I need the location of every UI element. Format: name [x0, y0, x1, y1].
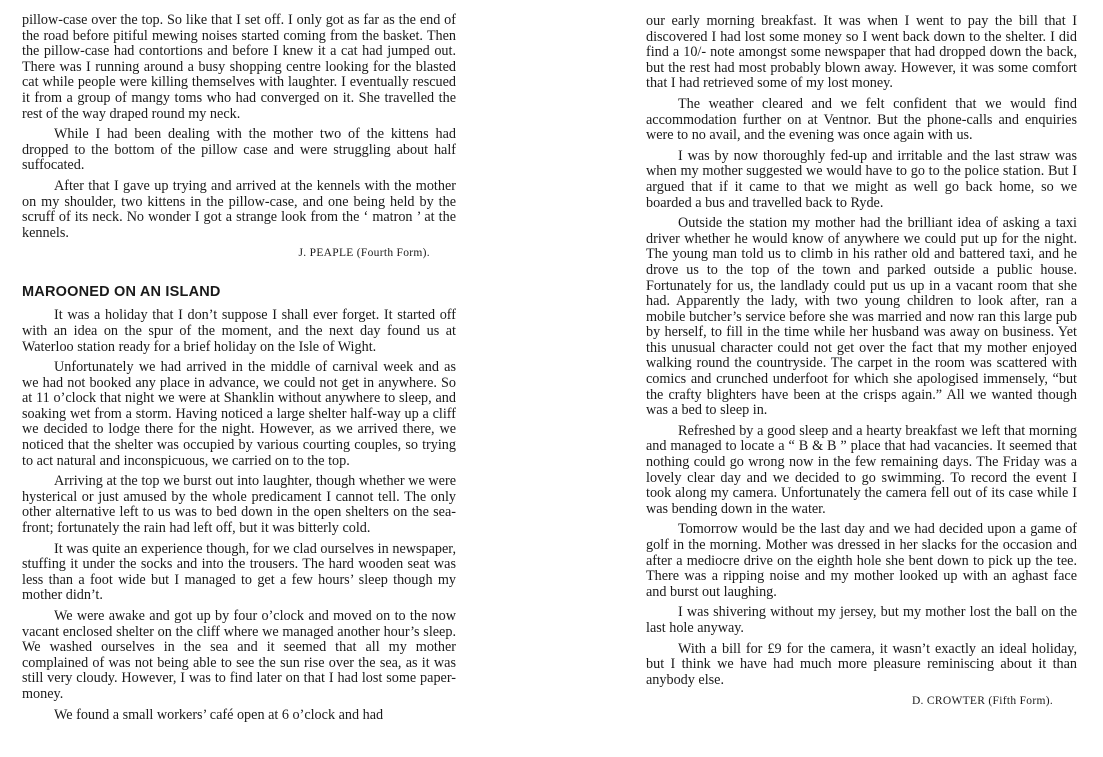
paragraph: our early morning breakfast. It was when I went to pay the bill that I discovered I had lost some money so I went back down to the shelter. I did find a 10/- note amongst some newspaper that had dropped down the back, but the rest had most probably blown away. However, it was some comfort that I had retrieved some of my lost money. — [646, 13, 1077, 92]
paragraph: It was a holiday that I don’t suppose I shall ever forget. It started off with an idea on the spur of the moment, and the next day found us at Waterloo station ready for a brief holiday on the Isle of Wight. — [22, 307, 456, 355]
paragraph: I was shivering without my jersey, but my mother lost the ball on the last hole anyway. — [646, 604, 1077, 636]
paragraph: pillow-case over the top. So like that I set off. I only got as far as the end of the road before pitiful mewing noises started coming from the basket. Then the pillow-case had contortions and before I knew it a cat had jumped out. There was I running around a busy shopping centre looking for the blasted cat while people were killing themselves with laughter. I eventually rescued it from a group of mangy toms who had converged on it. She travelled the rest of the way draped round my neck. — [22, 12, 456, 122]
paragraph: We found a small workers’ café open at 6 o’clock and had — [54, 706, 384, 723]
paragraph: While I had been dealing with the mother two of the kittens had dropped to the bottom of the pillow case and were struggling about half suffocated. — [22, 126, 456, 174]
author-signature: D. CROWTER (Fifth Form). — [911, 695, 1053, 708]
paragraph: The weather cleared and we felt confident that we would find accommodation further on at Ventnor. But the phone-calls and enquiries were to no avail, and the evening was once again with us. — [646, 95, 1077, 144]
author-signature: J. PEAPLE (Fourth Form). — [298, 247, 430, 260]
right-page — [646, 0, 1077, 757]
paragraph: Outside the station my mother had the brilliant idea of asking a taxi driver whether he would know of anywhere we could put up for the night. The young man told us to climb in his rather old and battered taxi, and he drove us to the top of the town and parked outside a public house. Fortunately for us, the landlady could put us up in a vacant room that she had. Apparently the lady, with two young children to look after, ran a mobile butcher’s service before she was married and now ran this large pub by herself, to fill in the time while her husband was away on business. Yet this unusual character could not get over the fact that my mother enjoyed walking round the countryside. The carpet in the room was scattered with comics and crunched underfoot for which she apologised immensely, “but the crafty blighters have been at the crisps again.” All we wanted though was a bed to sleep in. — [646, 215, 1077, 419]
paragraph: I was by now thoroughly fed-up and irritable and the last straw was when my mother suggested we would have to go to the police station. But I argued that if it came to that we might as well go back home, so we boarded a bus and travelled back to Ryde. — [646, 147, 1077, 211]
paragraph: Unfortunately we had arrived in the middle of carnival week and as we had not booked any place in advance, we could not get in anywhere. So at 11 o’clock that night we were at Shanklin without anywhere to sleep, and soaking wet from a storm. Having noticed a large shelter half-way up a cliff we decided to lodge there for the night. However, as we arrived there, we noticed that the shelter was occupied by various courting couples, so trying to act natural and inconspicuous, we carried on to the top. — [22, 359, 456, 469]
paragraph: With a bill for £9 for the camera, it wasn’t exactly an ideal holiday, but I think we have had much more pleasure reminiscing about it than anybody else. — [646, 640, 1077, 688]
paragraph: After that I gave up trying and arrived at the kennels with the mother on my shoulder, two kittens in the pillow-case, and one being held by the scruff of its neck. No wonder I got a strange look from the ‘ matron ’ at the kennels. — [22, 177, 456, 241]
paragraph: It was quite an experience though, for we clad ourselves in newspaper, stuffing it under the socks and into the trousers. The hard wooden seat was less than a foot wide but I managed to get a few hours’ sleep though my mother didn’t. — [22, 540, 456, 604]
article-heading: MAROONED ON AN ISLAND — [22, 284, 221, 301]
paragraph: We were awake and got up by four o’clock and moved on to the now vacant enclosed shelter on the cliff where we managed another hour’s sleep. We washed ourselves in the sea and it seemed that all my mother complained of was not being able to see the sun rise over the sea, as it was still very cloudy. However, I was to find later on that I had lost some paper-money. — [22, 608, 456, 702]
paragraph: Arriving at the top we burst out into laughter, though whether we were hysterical or just amused by the whole predicament I cannot tell. The only other alternative left to us was to bed down in the open shelters on the sea-front; fortunately the rain had left off, but it was bitterly cold. — [22, 473, 456, 537]
left-page — [22, 0, 456, 757]
page-gutter — [552, 0, 553, 757]
paragraph: Tomorrow would be the last day and we had decided upon a game of golf in the morning. Mother was dressed in her slacks for the occasion and after a mediocre drive on the eighth hole she bent down to pick up the tee. There was a ripping noise and my mother looked up with an aghast face and burst out laughing. — [646, 521, 1077, 600]
paragraph: Refreshed by a good sleep and a hearty breakfast we left that morning and managed to locate a “ B & B ” place that had vacancies. It seemed that nothing could go wrong now in the few remaining days. The Friday was a lovely clear day and we decided to go swimming. To record the event I took along my camera. Unfortunately the camera fell out of its case while I was bending down in the water. — [646, 422, 1077, 517]
